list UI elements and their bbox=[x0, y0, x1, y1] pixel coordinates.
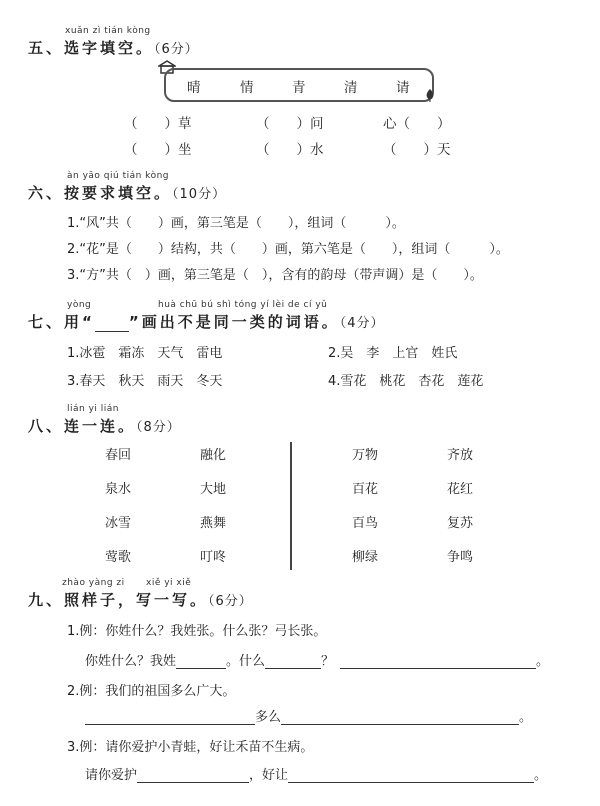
prompt-text: 。 bbox=[536, 654, 550, 669]
word-group: 2.吴 李 上官 姓氏 bbox=[328, 346, 458, 361]
pinyin-sec6: àn yāo qiú tián kòng bbox=[67, 171, 169, 181]
section-title: 选字填空。 bbox=[64, 39, 155, 57]
match-word: 春回 bbox=[105, 448, 132, 463]
match-word: 齐放 bbox=[447, 448, 474, 463]
prompt-text: 。 bbox=[534, 768, 548, 783]
fill-item: 心（ ） bbox=[383, 116, 451, 132]
answer-line-3 bbox=[85, 764, 547, 783]
char-option-1: 晴 bbox=[187, 80, 201, 96]
prompt-text: ？ bbox=[321, 654, 335, 669]
column-divider bbox=[290, 442, 292, 570]
blank-field[interactable] bbox=[340, 654, 536, 669]
match-word: 大地 bbox=[200, 482, 227, 497]
section-number: 五、 bbox=[28, 39, 65, 57]
section-score: （6分） bbox=[154, 42, 199, 57]
pinyin-sec9-a: zhào yàng zi bbox=[62, 578, 125, 588]
section-number: 七、 bbox=[28, 313, 65, 331]
prompt-text: 。什么 bbox=[226, 654, 266, 669]
char-option-2: 情 bbox=[240, 80, 254, 96]
section-number: 八、 bbox=[28, 417, 65, 435]
prompt-text: 多么 bbox=[255, 710, 282, 725]
section-6-heading bbox=[28, 182, 226, 203]
blank-field[interactable] bbox=[85, 710, 255, 725]
section-8-heading bbox=[28, 415, 181, 436]
fill-item: （ ）水 bbox=[256, 142, 324, 158]
section-title-b: ”画出不是同一类的词语。 bbox=[128, 313, 340, 331]
section-5-heading bbox=[28, 37, 199, 58]
char-option-5: 请 bbox=[396, 80, 410, 96]
match-word: 百花 bbox=[352, 482, 379, 497]
blank-field[interactable] bbox=[176, 654, 226, 669]
match-word: 泉水 bbox=[105, 482, 132, 497]
example-sentence: 2.例：我们的祖国多么广大。 bbox=[67, 684, 236, 699]
fill-item: （ ）问 bbox=[256, 116, 324, 132]
section-title-a: 用“ bbox=[64, 313, 95, 331]
section-number: 九、 bbox=[28, 591, 65, 609]
match-word: 融化 bbox=[200, 448, 227, 463]
section-title: 按要求填空。 bbox=[64, 184, 173, 202]
fill-item: （ ）坐 bbox=[124, 142, 192, 158]
match-word: 燕舞 bbox=[200, 516, 227, 531]
section-7-heading bbox=[28, 311, 385, 332]
prompt-text: ，好让 bbox=[249, 768, 289, 783]
pinyin-sec7-b: huà chū bú shì tóng yí lèi de cí yǔ bbox=[158, 300, 328, 310]
question-item: 1.“风”共（ ）画，第三笔是（ ），组词（ ）。 bbox=[67, 216, 405, 231]
match-word: 花红 bbox=[447, 482, 474, 497]
fill-item: （ ）草 bbox=[124, 116, 192, 132]
word-group: 3.春天 秋天 雨天 冬天 bbox=[67, 374, 223, 389]
word-group: 1.冰雹 霜冻 天气 雷电 bbox=[67, 346, 223, 361]
match-word: 复苏 bbox=[447, 516, 474, 531]
question-item: 2.“花”是（ ）结构，共（ ）画，第六笔是（ ），组词（ ）。 bbox=[67, 242, 509, 257]
answer-line-2 bbox=[85, 706, 532, 725]
section-9-heading bbox=[28, 589, 253, 610]
pinyin-sec9-b: xiě yi xiě bbox=[146, 578, 192, 588]
fill-item: （ ）天 bbox=[383, 142, 451, 158]
example-sentence: 1.例：你姓什么？我姓张。什么张？弓长张。 bbox=[67, 624, 327, 639]
section-number: 六、 bbox=[28, 184, 65, 202]
prompt-text: 请你爱护 bbox=[85, 768, 138, 783]
pinyin-sec7-a: yòng bbox=[67, 300, 92, 310]
char-option-3: 青 bbox=[292, 80, 306, 96]
section-title: 连一连。 bbox=[64, 417, 137, 435]
section-score: （8分） bbox=[136, 420, 181, 435]
leaf-icon bbox=[424, 88, 436, 102]
pinyin-sec5: xuǎn zì tián kòng bbox=[65, 26, 151, 36]
example-sentence: 3.例：请你爱护小青蛙，好让禾苗不生病。 bbox=[67, 740, 314, 755]
section-score: （4分） bbox=[339, 316, 385, 331]
question-item: 3.“方”共（ ）画，第三笔是（ ），含有的韵母（带声调）是（ ）。 bbox=[67, 268, 483, 283]
match-word: 莺歌 bbox=[105, 550, 132, 565]
match-word: 叮咚 bbox=[200, 550, 227, 565]
blank-field[interactable] bbox=[265, 654, 321, 669]
prompt-text: 。 bbox=[519, 710, 533, 725]
match-word: 百鸟 bbox=[352, 516, 379, 531]
pinyin-sec8: lián yi lián bbox=[67, 404, 119, 414]
underline-sample bbox=[95, 319, 129, 332]
match-word: 万物 bbox=[352, 448, 379, 463]
section-score: （6分） bbox=[208, 594, 253, 609]
blank-field[interactable] bbox=[281, 710, 519, 725]
section-title: 照样子，写一写。 bbox=[64, 591, 209, 609]
blank-field[interactable] bbox=[288, 768, 534, 783]
prompt-text: 你姓什么？我姓 bbox=[85, 654, 177, 669]
answer-line-1 bbox=[85, 650, 549, 669]
blank-field[interactable] bbox=[137, 768, 249, 783]
section-score: （10分） bbox=[172, 187, 227, 202]
word-group: 4.雪花 桃花 杏花 莲花 bbox=[328, 374, 484, 389]
match-word: 柳绿 bbox=[352, 550, 379, 565]
match-word: 争鸣 bbox=[447, 550, 474, 565]
char-option-4: 清 bbox=[344, 80, 358, 96]
match-word: 冰雪 bbox=[105, 516, 132, 531]
